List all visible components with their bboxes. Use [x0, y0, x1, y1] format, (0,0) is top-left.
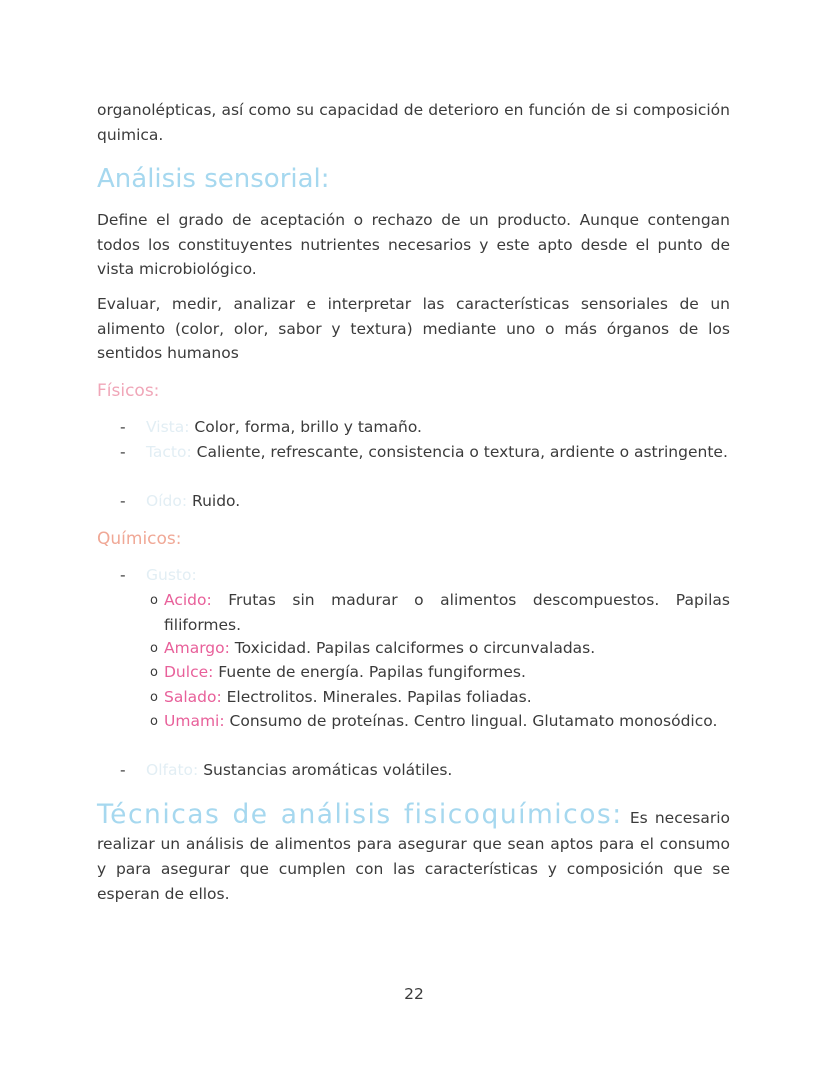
item-text: Caliente, refrescante, consistencia o textura, ardiente o astringente.: [196, 443, 728, 461]
item-label: Vista:: [146, 418, 190, 436]
item-text: Ruido.: [192, 492, 241, 510]
sensorial-paragraph-2: Evaluar, medir, analizar e interpretar las características sensoriales de un alimento (color, olor, sabor y textura) mediante uno o más órganos de los sentidos humanos: [97, 295, 730, 362]
item-text: Color, forma, brillo y tamaño.: [194, 418, 422, 436]
sensorial-paragraph-1: Define el grado de aceptación o rechazo de un producto. Aunque contengan todos los constituyentes nutrientes necesarios y este apto desde el punto de vista microbiológico.: [97, 211, 730, 278]
list-dash: -: [120, 566, 126, 584]
item-label: Umami:: [164, 712, 225, 730]
sub-item-amargo: [164, 636, 730, 661]
item-text: Toxicidad. Papilas calciformes o circunvaladas.: [234, 639, 596, 657]
sub-item-acido: [164, 588, 730, 637]
item-text: Sustancias aromáticas volátiles.: [203, 761, 453, 779]
list-item-gusto: [146, 563, 730, 588]
intro-paragraph: organolépticas, así como su capacidad de deterioro en función de si composición quimica.: [97, 101, 730, 144]
list-dash: -: [120, 492, 126, 510]
list-dash: -: [120, 761, 126, 779]
sub-item-umami: [164, 709, 730, 734]
sub-bullet: o: [150, 690, 158, 705]
list-item-olfato: [146, 758, 730, 783]
item-label: Gusto:: [146, 566, 197, 584]
list-item-tacto: [146, 440, 730, 465]
list-dash: -: [120, 443, 126, 461]
heading-quimicos: Químicos:: [97, 529, 182, 549]
item-label: Acido:: [164, 591, 212, 609]
item-label: Dulce:: [164, 663, 214, 681]
item-text: Fuente de energía. Papilas fungiformes.: [218, 663, 526, 681]
item-label: Oído:: [146, 492, 188, 510]
heading-tecnicas: Técnicas de análisis fisicoquímicos:: [97, 799, 623, 830]
list-item-oido: [146, 489, 730, 514]
sub-bullet: o: [150, 665, 158, 680]
sub-item-dulce: [164, 660, 730, 685]
heading-fisicos: Físicos:: [97, 381, 160, 401]
list-dash: -: [120, 418, 126, 436]
item-label: Amargo:: [164, 639, 230, 657]
tecnicas-paragraph: [97, 798, 730, 907]
sub-bullet: o: [150, 641, 158, 656]
page-number: 22: [404, 985, 424, 1003]
item-label: Salado:: [164, 688, 222, 706]
item-label: Olfato:: [146, 761, 199, 779]
list-item-vista: [146, 415, 730, 440]
item-text: Electrolitos. Minerales. Papilas foliadas.: [226, 688, 532, 706]
item-label: Tacto:: [146, 443, 192, 461]
sub-item-salado: [164, 685, 730, 710]
item-text: Consumo de proteínas. Centro lingual. Glutamato monosódico.: [229, 712, 718, 730]
sub-bullet: o: [150, 714, 158, 729]
heading-analisis-sensorial: Análisis sensorial:: [97, 164, 330, 194]
sub-bullet: o: [150, 593, 158, 608]
tecnicas-text: Es necesario realizar un análisis de alimentos para asegurar que sean aptos para el consumo y para asegurar que cumplen con las características y composición que se esperan de ellos.: [97, 809, 730, 903]
item-text: Frutas sin madurar o alimentos descompuestos. Papilas filiformes.: [164, 591, 730, 634]
